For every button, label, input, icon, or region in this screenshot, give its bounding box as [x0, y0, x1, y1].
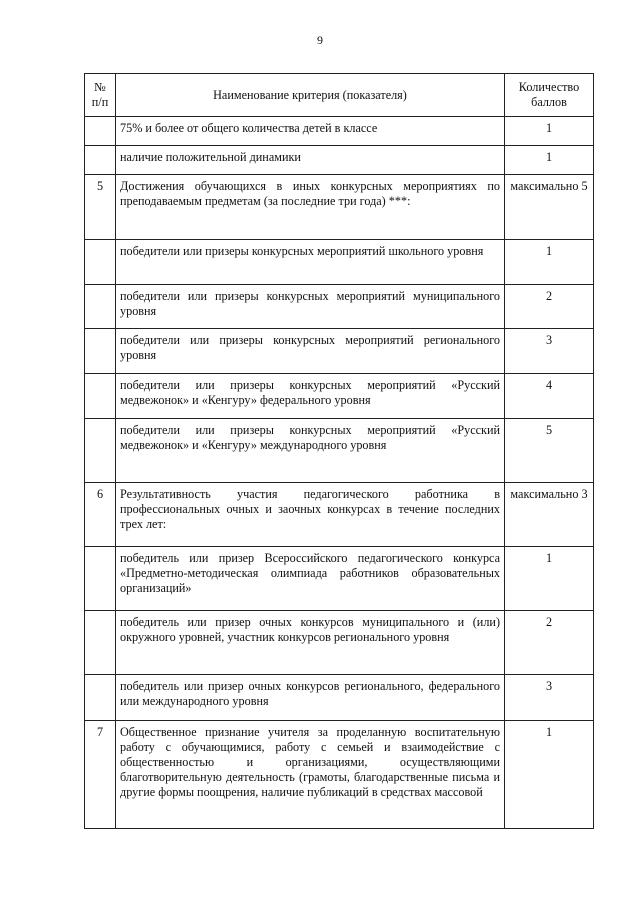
header-criterion: Наименование критерия (показателя) — [116, 74, 505, 117]
row-criterion: победитель или призер очных конкурсов муниципального и (или) окружного уровней, участник конкурсов регионального уровня — [116, 611, 505, 675]
row-criterion: победители или призеры конкурсных мероприятий регионального уровня — [116, 329, 505, 374]
row-num — [85, 675, 116, 721]
row-num: 6 — [85, 483, 116, 547]
table-row — [85, 146, 594, 175]
table-row — [85, 374, 594, 419]
table-row — [85, 285, 594, 329]
table-row — [85, 240, 594, 285]
row-points: 5 — [505, 419, 594, 483]
table-row — [85, 175, 594, 240]
row-criterion: победитель или призер Всероссийского педагогического конкурса «Предметно-методическая олимпиада работников образовательных организаций» — [116, 547, 505, 611]
row-num — [85, 611, 116, 675]
table-row — [85, 675, 594, 721]
row-points: 2 — [505, 611, 594, 675]
table-row — [85, 483, 594, 547]
table-row — [85, 419, 594, 483]
row-num — [85, 329, 116, 374]
row-points: 1 — [505, 721, 594, 829]
header-points: Количество баллов — [505, 74, 594, 117]
page-number: 9 — [317, 33, 323, 47]
row-criterion: победители или призеры конкурсных мероприятий муниципального уровня — [116, 285, 505, 329]
row-points: максимально 3 — [505, 483, 594, 547]
row-points: 3 — [505, 329, 594, 374]
row-criterion: победители или призеры конкурсных мероприятий «Русский медвежонок» и «Кенгуру» федерального уровня — [116, 374, 505, 419]
table-row — [85, 611, 594, 675]
row-num — [85, 374, 116, 419]
table-header-row — [85, 74, 594, 117]
row-points: максимально 5 — [505, 175, 594, 240]
row-num — [85, 547, 116, 611]
row-criterion: Результативность участия педагогического работника в профессиональных очных и заочных конкурсах в течение последних трех лет: — [116, 483, 505, 547]
row-criterion: 75% и более от общего количества детей в классе — [116, 117, 505, 146]
row-num: 5 — [85, 175, 116, 240]
row-num — [85, 240, 116, 285]
row-criterion: Достижения обучающихся в иных конкурсных мероприятиях по преподаваемым предметам (за последние три года) ***: — [116, 175, 505, 240]
row-criterion: победитель или призер очных конкурсов регионального, федерального или международного уровня — [116, 675, 505, 721]
row-criterion: победители или призеры конкурсных мероприятий школьного уровня — [116, 240, 505, 285]
row-points: 1 — [505, 117, 594, 146]
row-num — [85, 285, 116, 329]
row-criterion: наличие положительной динамики — [116, 146, 505, 175]
row-num — [85, 419, 116, 483]
table-row — [85, 721, 594, 829]
table-row — [85, 329, 594, 374]
row-num: 7 — [85, 721, 116, 829]
row-criterion: Общественное признание учителя за проделанную воспитательную работу с обучающимися, работу с семьей и взаимодействие с общественностью и организациями, осуществляющими благотворительную деятельность (грамоты, благодарственные письма и другие формы поощрения, наличие публикаций в средствах массовой — [116, 721, 505, 829]
row-points: 4 — [505, 374, 594, 419]
criteria-table — [84, 73, 594, 829]
row-points: 1 — [505, 240, 594, 285]
row-points: 1 — [505, 146, 594, 175]
row-points: 1 — [505, 547, 594, 611]
table-row — [85, 547, 594, 611]
row-num — [85, 146, 116, 175]
row-points: 3 — [505, 675, 594, 721]
row-num — [85, 117, 116, 146]
row-points: 2 — [505, 285, 594, 329]
row-criterion: победители или призеры конкурсных мероприятий «Русский медвежонок» и «Кенгуру» международного уровня — [116, 419, 505, 483]
header-num: № п/п — [85, 74, 116, 117]
table-row — [85, 117, 594, 146]
